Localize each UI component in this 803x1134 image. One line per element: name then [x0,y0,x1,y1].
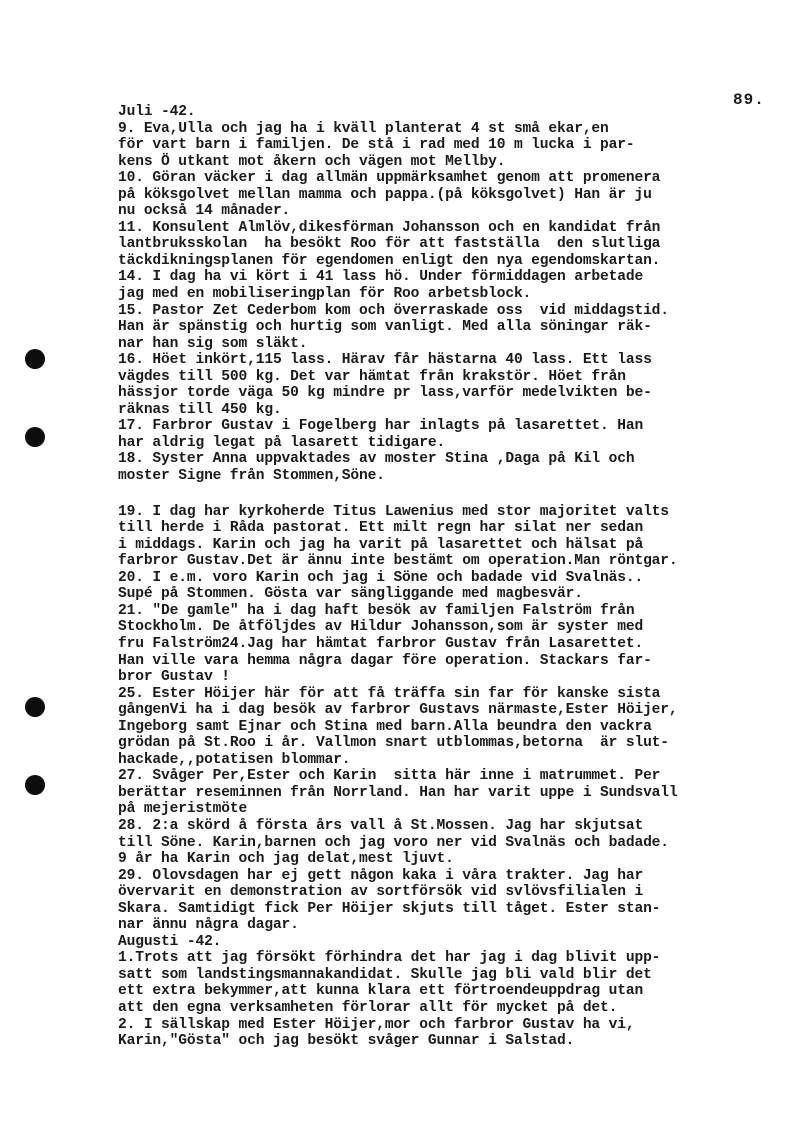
text-line: att den egna verksamheten förlorar allt för mycket på det. [118,999,618,1016]
text-line: hässjor torde väga 50 kg mindre pr lass,varför medelvikten be- [118,385,652,402]
text-line: till herde i Råda pastorat. Ett milt regn har silat ner sedan [118,520,644,537]
text-line: 1.Trots att jag försökt förhindra det har jag i dag blivit upp- [118,950,661,967]
punch-hole [25,775,45,795]
text-line: 21. "De gamle" ha i dag haft besök av familjen Falström från [118,602,635,619]
text-line: gångenVi ha i dag besök av farbror Gustavs närmaste,Ester Höijer, [118,702,678,719]
text-line: 25. Ester Höijer här för att få träffa sin far för kanske sista [118,685,661,702]
text-line: Karin,"Gösta" och jag besökt svåger Gunnar i Salstad. [118,1033,575,1050]
text-line: fru Falström24.Jag har hämtat farbror Gustav från Lasarettet. [118,635,644,652]
text-line: 14. I dag ha vi kört i 41 lass hö. Under förmiddagen arbetade [118,269,644,286]
text-line: kens Ö utkant mot åkern och vägen mot Mellby. [118,153,506,170]
text-line: grödan på St.Roo i år. Vallmon snart utblommas,betorna är slut- [118,735,669,752]
punch-hole [25,427,45,447]
text-line: till Söne. Karin,barnen och jag voro ner vid Svalnäs och badade. [118,834,669,851]
text-line: Han ville vara hemma några dagar före operation. Stackars far- [118,652,652,669]
text-line: Augusti -42. [118,933,222,950]
text-line: Ingeborg samt Ejnar och Stina med barn.Alla beundra den vackra [118,718,652,735]
diary-text [118,104,758,1050]
text-line: moster Signe från Stommen,Söne. [118,468,385,485]
text-line: farbror Gustav.Det är ännu inte bestämt om operation.Man röntgar. [118,553,678,570]
text-line: 16. Höet inkört,115 lass. Härav får hästarna 40 lass. Ett lass [118,352,652,369]
diary-paragraph [118,104,758,485]
diary-paragraph [118,504,758,1050]
text-line: jag med en mobiliseringplan för Roo arbetsblock. [118,286,532,303]
text-line: täckdikningsplanen för egendomen enligt den nya egendomskartan. [118,252,661,269]
text-line: nar ännu några dagar. [118,917,299,934]
text-line: 17. Farbror Gustav i Fogelberg har inlagts på lasarettet. Han [118,418,644,435]
text-line: övervarit en demonstration av sortförsök vid svlövsfilialen i [118,884,644,901]
text-line: satt som landstingsmannakandidat. Skulle jag bli vald blir det [118,966,652,983]
text-line: nar han sig som släkt. [118,335,308,352]
text-line: Han är spänstig och hurtig som vanligt. Med alla söningar räk- [118,319,652,336]
text-line: 2. I sällskap med Ester Höijer,mor och farbror Gustav ha vi, [118,1016,635,1033]
text-line: på köksgolvet mellan mamma och pappa.(på köksgolvet) Han är ju [118,186,652,203]
text-line: 27. Svåger Per,Ester och Karin sitta här inne i matrummet. Per [118,768,661,785]
punch-hole [25,349,45,369]
text-line: i middags. Karin och jag ha varit på lasarettet och hälsat på [118,536,644,553]
text-line: 28. 2:a skörd å första års vall å St.Mossen. Jag har skjutsat [118,817,644,834]
text-line: bror Gustav ! [118,669,230,686]
text-line: nu också 14 månader. [118,203,291,220]
text-line: för vart barn i familjen. De stå i rad med 10 m lucka i par- [118,137,635,154]
text-line: 11. Konsulent Almlöv,dikesförman Johansson och en kandidat från [118,219,661,236]
text-line: 9. Eva,Ulla och jag ha i kväll planterat 4 st små ekar,en [118,120,609,137]
text-line: vägdes till 500 kg. Det var hämtat från krakstör. Höet från [118,368,626,385]
punch-hole [25,697,45,717]
text-line: 15. Pastor Zet Cederbom kom och överraskade oss vid middagstid. [118,302,669,319]
text-line: 20. I e.m. voro Karin och jag i Söne och badade vid Svalnäs.. [118,569,644,586]
text-line: hackade,,potatisen blommar. [118,751,351,768]
text-line: Stockholm. De åtföljdes av Hildur Johansson,som är syster med [118,619,644,636]
text-line: lantbruksskolan ha besökt Roo för att fastställa den slutliga [118,236,661,253]
text-line: berättar reseminnen från Norrland. Han har varit uppe i Sundsvall [118,784,678,801]
text-line: 29. Olovsdagen har ej gett någon kaka i våra trakter. Jag har [118,867,644,884]
text-line: på mejeristmöte [118,801,248,818]
text-line: Skara. Samtidigt fick Per Höijer skjuts till tåget. Ester stan- [118,900,661,917]
text-line: räknas till 450 kg. [118,401,282,418]
page-number: 89. [733,91,765,109]
text-line: 10. Göran väcker i dag allmän uppmärksamhet genom att promenera [118,170,661,187]
text-line: 19. I dag har kyrkoherde Titus Lawenius med stor majoritet valts [118,503,669,520]
text-line: Supé på Stommen. Gösta var sängliggande med magbesvär. [118,586,583,603]
text-line: har aldrig legat på lasarett tidigare. [118,434,446,451]
text-line: Juli -42. [118,104,196,120]
text-line: ett extra bekymmer,att kunna klara ett förtroendeuppdrag utan [118,983,644,1000]
text-line: 18. Syster Anna uppvaktades av moster Stina ,Daga på Kil och [118,451,635,468]
text-line: 9 år ha Karin och jag delat,mest ljuvt. [118,851,454,868]
